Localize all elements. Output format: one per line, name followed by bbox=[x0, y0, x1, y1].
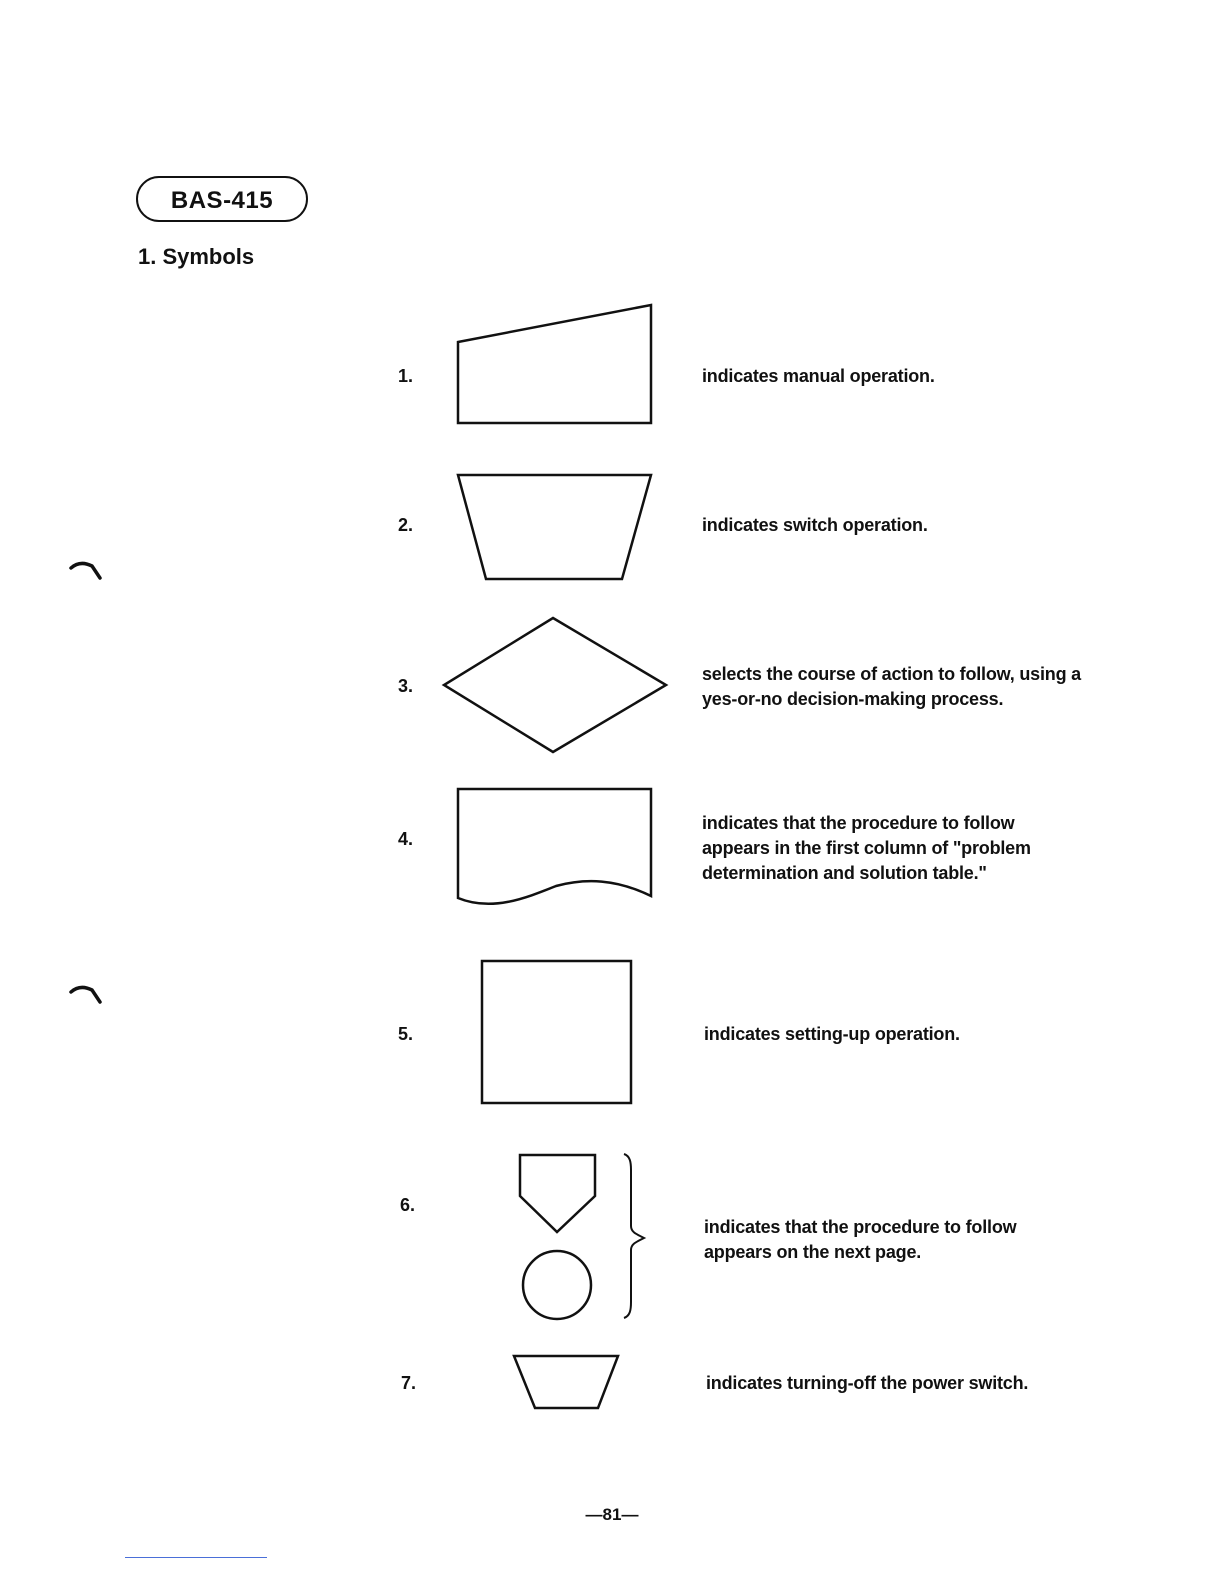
bottom-rule bbox=[125, 1557, 267, 1558]
document-code: BAS-415 bbox=[170, 187, 274, 214]
off-page-connector-symbol bbox=[514, 1148, 604, 1238]
symbol-number-7: 7. bbox=[401, 1373, 417, 1393]
symbol-description-2: indicates switch operation. bbox=[702, 515, 928, 535]
symbol-number-5: 5. bbox=[398, 1024, 414, 1044]
symbol-description-6: indicates that the procedure to follow appears on the next page. bbox=[704, 1217, 1017, 1262]
grouping-brace-icon bbox=[620, 1150, 652, 1322]
document-symbol bbox=[450, 782, 660, 914]
scan-mark-lower bbox=[70, 984, 104, 1006]
manual-operation-symbol bbox=[450, 298, 660, 430]
section-heading: 1. Symbols bbox=[138, 244, 255, 269]
setup-operation-symbol bbox=[474, 954, 640, 1110]
power-off-symbol bbox=[508, 1350, 624, 1414]
symbol-number-2: 2. bbox=[398, 515, 414, 535]
symbol-description-3: selects the course of action to follow, using a yes-or-no decision-making process. bbox=[702, 664, 1081, 709]
symbol-number-4: 4. bbox=[398, 829, 414, 849]
symbol-number-6: 6. bbox=[400, 1195, 416, 1215]
symbol-number-1: 1. bbox=[398, 366, 414, 386]
switch-operation-symbol bbox=[450, 468, 660, 586]
symbol-description-7: indicates turning-off the power switch. bbox=[706, 1373, 1029, 1393]
symbol-description-5: indicates setting-up operation. bbox=[704, 1024, 960, 1044]
document-code-badge bbox=[136, 176, 308, 222]
symbol-description-1: indicates manual operation. bbox=[702, 366, 935, 386]
symbol-number-3: 3. bbox=[398, 676, 414, 696]
decision-diamond-symbol bbox=[440, 614, 670, 756]
symbol-description-4: indicates that the procedure to follow appears in the first column of "problem determination and solution table." bbox=[702, 813, 1031, 883]
connector-circle-symbol bbox=[516, 1246, 600, 1326]
scan-mark-upper bbox=[70, 560, 104, 582]
page-number: —81— bbox=[585, 1505, 639, 1524]
